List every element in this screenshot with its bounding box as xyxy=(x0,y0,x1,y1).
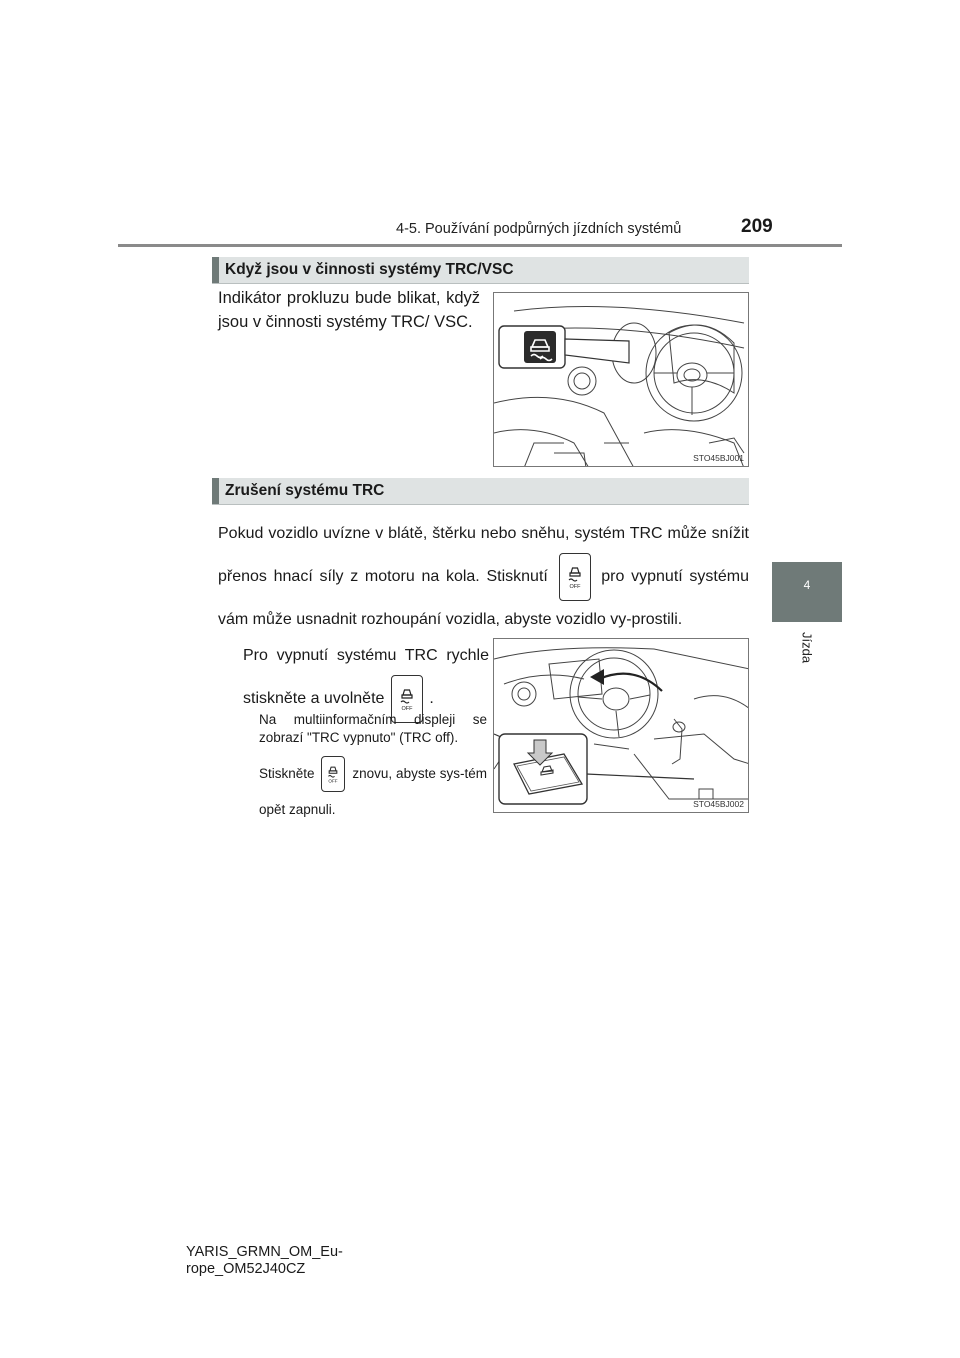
section-marker xyxy=(212,478,219,504)
document-footer xyxy=(186,1244,343,1279)
footer-line2: rope_OM52J40CZ xyxy=(186,1261,306,1278)
section1-paragraph: Indikátor prokluzu bude blikat, když jsou v činnosti systémy TRC/ VSC. xyxy=(218,289,480,331)
section-title: Když jsou v činnosti systémy TRC/VSC xyxy=(225,261,514,278)
header-section-title: 4-5. Používání podpůrných jízdních systémů xyxy=(396,221,682,237)
figure-code: STO45BJ001 xyxy=(693,453,744,463)
off-label: OFF xyxy=(401,706,413,713)
section2-text-part2: pro vypnutí systému vám může usnadnit rozhoupání vozidla, abyste vozidlo vy-prostili. xyxy=(218,567,749,628)
step-text-part1: Pro vypnutí systému TRC rychle stiskněte a uvolněte xyxy=(243,647,489,708)
trc-switch-illustration xyxy=(493,638,749,813)
note2-text-part1: Stiskněte xyxy=(259,766,315,781)
note-display-message: Na multiinformačním displeji se zobrazí "TRC vypnuto" (TRC off). xyxy=(259,712,487,746)
chapter-label-text: Jízda xyxy=(799,632,815,664)
console-drawing xyxy=(494,639,749,813)
trc-off-button-icon xyxy=(321,756,345,792)
header-divider xyxy=(118,244,842,247)
off-label: OFF xyxy=(569,583,581,590)
dashboard-indicator-illustration xyxy=(493,292,749,467)
dashboard-drawing xyxy=(494,293,749,467)
chapter-tab xyxy=(772,562,842,622)
figure-code: STO45BJ002 xyxy=(693,799,744,809)
trc-off-glyph xyxy=(397,686,417,712)
note-reenable xyxy=(259,756,487,828)
footer-line1: YARIS_GRMN_OM_Eu- xyxy=(186,1244,343,1260)
trc-off-glyph xyxy=(325,764,341,784)
section-heading-trc-vsc xyxy=(212,257,749,284)
section2-text-part1: Pokud vozidlo uvízne v blátě, štěrku nebo sněhu, systém TRC může snížit přenos hnací síly z motoru na kola. Stisknutí xyxy=(218,525,749,585)
step-text-part2: . xyxy=(429,690,434,708)
trc-off-button-icon xyxy=(559,553,591,601)
chapter-tab-number: 4 xyxy=(803,578,811,592)
off-label: OFF xyxy=(328,778,339,784)
chapter-label xyxy=(777,632,837,672)
page-number: 209 xyxy=(741,216,773,237)
section2-paragraph xyxy=(218,515,749,638)
trc-off-glyph xyxy=(565,564,585,590)
note2-text-part2: znovu, abyste sys-tém opět zapnuli. xyxy=(259,766,487,818)
section-marker xyxy=(212,257,219,283)
section-heading-trc-cancel xyxy=(212,478,749,505)
section-title: Zrušení systému TRC xyxy=(225,482,385,499)
